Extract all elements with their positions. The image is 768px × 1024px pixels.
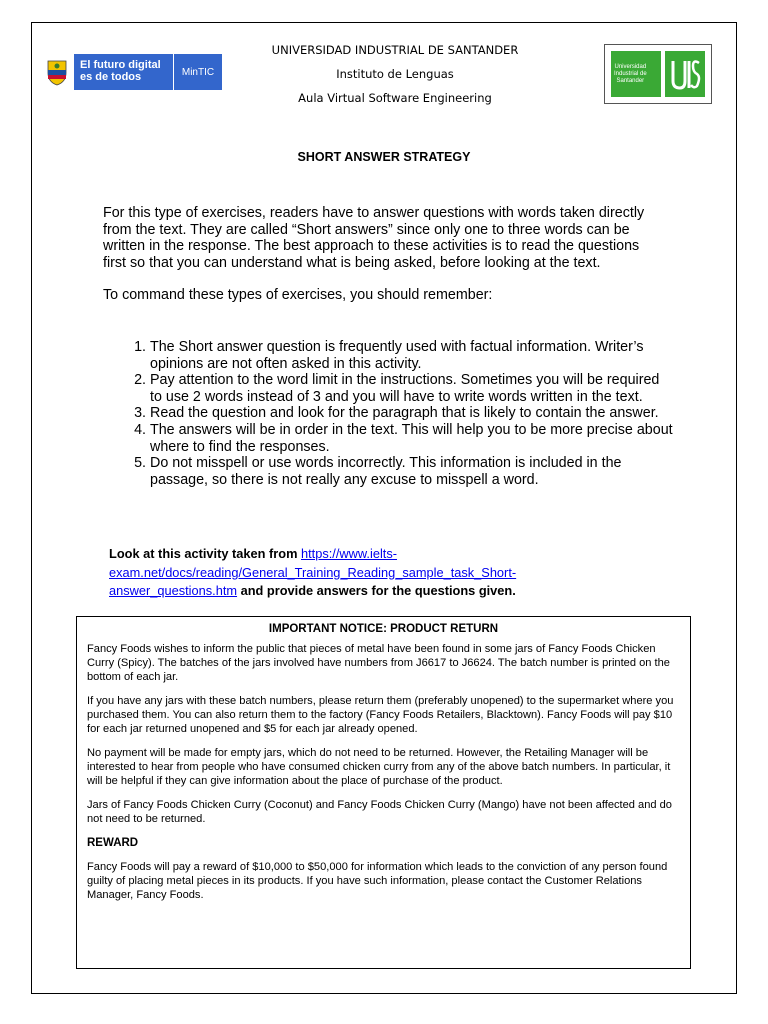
- slogan-line-1: El futuro digital: [80, 59, 161, 71]
- intro-paragraph-1: For this type of exercises, readers have to answer questions with words taken directly from the text. They are called “Short answers” since only one to three words can be written in the response. The best approach to these activities is to read the questions first so that you can understand what is being asked, before looking at the text.: [103, 205, 645, 271]
- mintic-logo: [40, 54, 222, 90]
- mintic-brand: MinTIC: [173, 54, 222, 90]
- notice-paragraph-4: Jars of Fancy Foods Chicken Curry (Coconut) and Fancy Foods Chicken Curry (Mango) have not been affected and do not need to be returned.: [87, 799, 672, 825]
- page-title: SHORT ANSWER STRATEGY: [297, 150, 471, 164]
- notice-box: [76, 616, 691, 969]
- activity-suffix: and provide answers for the questions given.: [237, 583, 516, 598]
- list-item: 5. Do not misspell or use words incorrectly. This information is included in the passage, so there is not really any excuse to misspell a word.: [150, 455, 675, 488]
- list-item: 2. Pay attention to the word limit in the instructions. Sometimes you will be required to use 2 words instead of 3 and you will have to write words written in the text.: [150, 372, 675, 405]
- list-item: 4. The answers will be in order in the text. This will help you to be more precise about where to find the responses.: [150, 422, 675, 455]
- activity-prefix: Look at this activity taken from: [109, 546, 301, 561]
- uis-logo: [604, 44, 712, 104]
- course-name: Aula Virtual Software Engineering: [298, 91, 492, 105]
- uis-monogram-icon: [665, 51, 705, 97]
- ielts-link[interactable]: https://www.ielts-exam.net/docs/reading/General_Training_Reading_sample_task_Short-answer_questions.htm: [109, 546, 517, 598]
- uis-logo-text: Universidad Industrial de Santander: [611, 51, 661, 97]
- activity-instruction: [109, 545, 579, 601]
- intro-paragraph-2: To command these types of exercises, you should remember:: [103, 287, 493, 304]
- rules-list: [103, 339, 675, 488]
- intro-text: [103, 205, 663, 304]
- list-item: 1. The Short answer question is frequently used with factual information. Writer’s opinions are not often asked in this activity.: [150, 339, 675, 372]
- institute-name: Instituto de Lenguas: [336, 67, 454, 81]
- list-item: 3. Read the question and look for the paragraph that is likely to contain the answer.: [150, 405, 675, 422]
- document-header: [230, 38, 560, 110]
- colombia-shield-icon: [40, 54, 74, 90]
- notice-paragraph-3: No payment will be made for empty jars, which do not need to be returned. However, the Retailing Manager will be interested to hear from people who have consumed chicken curry from any of the above batch numbers. In particular, it will be helpful if they can give information about the place of purchase of the product.: [87, 747, 671, 787]
- notice-paragraph-2: If you have any jars with these batch numbers, please return them (preferably unopened) to the supermarket where you purchased them. You can also return them to the factory (Fancy Foods Retailers, Blacktown). Fancy Foods will pay $10 for each jar returned unopened and $5 for each jar already opened.: [87, 695, 674, 735]
- notice-paragraph-1: Fancy Foods wishes to inform the public that pieces of metal have been found in some jars of Fancy Foods Chicken Curry (Spicy). The batches of the jars involved have numbers from J6617 to J6624. The batch number is printed on the bottom of each jar.: [87, 643, 670, 683]
- slogan-line-2: es de todos: [80, 71, 142, 83]
- notice-heading: IMPORTANT NOTICE: PRODUCT RETURN: [268, 623, 499, 635]
- university-name: UNIVERSIDAD INDUSTRIAL DE SANTANDER: [271, 43, 519, 57]
- reward-heading: REWARD: [87, 837, 139, 849]
- mintic-slogan: [74, 54, 173, 90]
- notice-paragraph-5: Fancy Foods will pay a reward of $10,000 to $50,000 for information which leads to the conviction of any person found guilty of placing metal pieces in its products. If you have such information, please contact the Customer Relations Manager, Fancy Foods.: [87, 861, 668, 901]
